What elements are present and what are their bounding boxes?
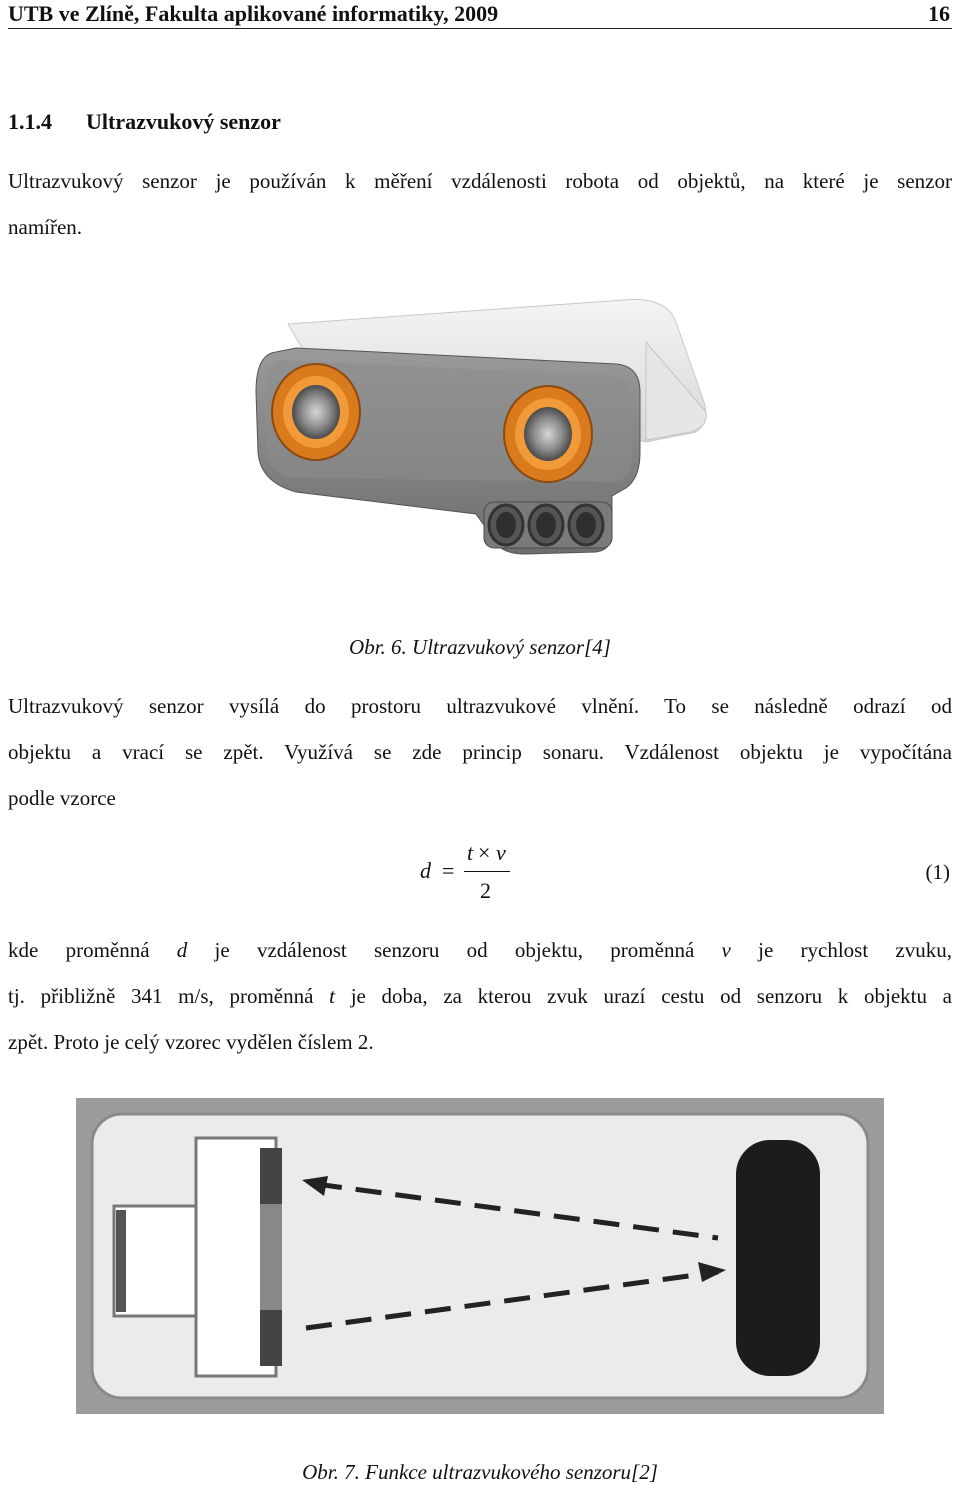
paragraph-line: podle vzorce bbox=[8, 786, 116, 810]
page-number: 16 bbox=[928, 1, 950, 26]
equation-times: × bbox=[478, 840, 491, 865]
paragraph-line: objektu a vrací se zpět. Využívá se zde princip sonaru. Vzdálenost objektu je vypočítána bbox=[8, 740, 952, 764]
equation-number: (1) bbox=[925, 860, 950, 884]
text-run: je rychlost zvuku, bbox=[758, 938, 952, 962]
paragraph-line: namířen. bbox=[8, 215, 83, 239]
paragraph-variables bbox=[8, 927, 952, 1065]
paragraph-line: Ultrazvukový senzor vysílá do prostoru ultrazvukové vlnění. To se následně odrazí od bbox=[8, 694, 952, 718]
text-run: je doba, za kterou zvuk urazí cestu od senzoru k objektu a bbox=[350, 984, 952, 1008]
sensor-function-diagram bbox=[76, 1098, 884, 1414]
var-t: t bbox=[329, 984, 335, 1008]
figure-caption: Obr. 6. Ultrazvukový senzor[4] bbox=[349, 635, 611, 659]
section-heading bbox=[8, 106, 281, 138]
var-d: d bbox=[176, 938, 188, 962]
equation-numerator-t: t bbox=[467, 840, 474, 865]
text-run: je vzdálenost senzoru od objektu, proměnná bbox=[214, 938, 695, 962]
paragraph-line bbox=[8, 973, 952, 1019]
paragraph-intro bbox=[8, 158, 952, 250]
equation-numerator-v: v bbox=[496, 840, 506, 865]
header-title: UTB ve Zlíně, Fakulta aplikované informatiky, 2009 bbox=[8, 1, 499, 26]
var-v: v bbox=[721, 938, 731, 962]
paragraph-line bbox=[8, 927, 952, 973]
section-number: 1.1.4 bbox=[8, 109, 52, 134]
equation-lhs: d bbox=[420, 858, 431, 883]
fraction-bar bbox=[464, 871, 510, 872]
text-run: tj. přibližně 341 m/s, proměnná bbox=[8, 984, 314, 1008]
text-run: kde proměnná bbox=[8, 938, 150, 962]
paragraph-line: zpět. Proto je celý vzorec vydělen číslem 2. bbox=[8, 1030, 374, 1054]
running-header bbox=[8, 0, 952, 29]
sonar-diagram bbox=[76, 1098, 884, 1414]
ultrasonic-sensor-photo bbox=[236, 282, 724, 584]
figure-caption: Obr. 7. Funkce ultrazvukového senzoru[2] bbox=[302, 1460, 658, 1484]
sensor-illustration bbox=[236, 282, 724, 584]
paragraph-sonar bbox=[8, 683, 952, 821]
paragraph-line: Ultrazvukový senzor je používán k měření vzdálenosti robota od objektů, na které je senzor bbox=[8, 169, 952, 193]
equation-denominator: 2 bbox=[480, 878, 491, 903]
section-title: Ultrazvukový senzor bbox=[86, 109, 281, 134]
equation-equals: = bbox=[442, 858, 455, 883]
equation bbox=[0, 840, 960, 910]
